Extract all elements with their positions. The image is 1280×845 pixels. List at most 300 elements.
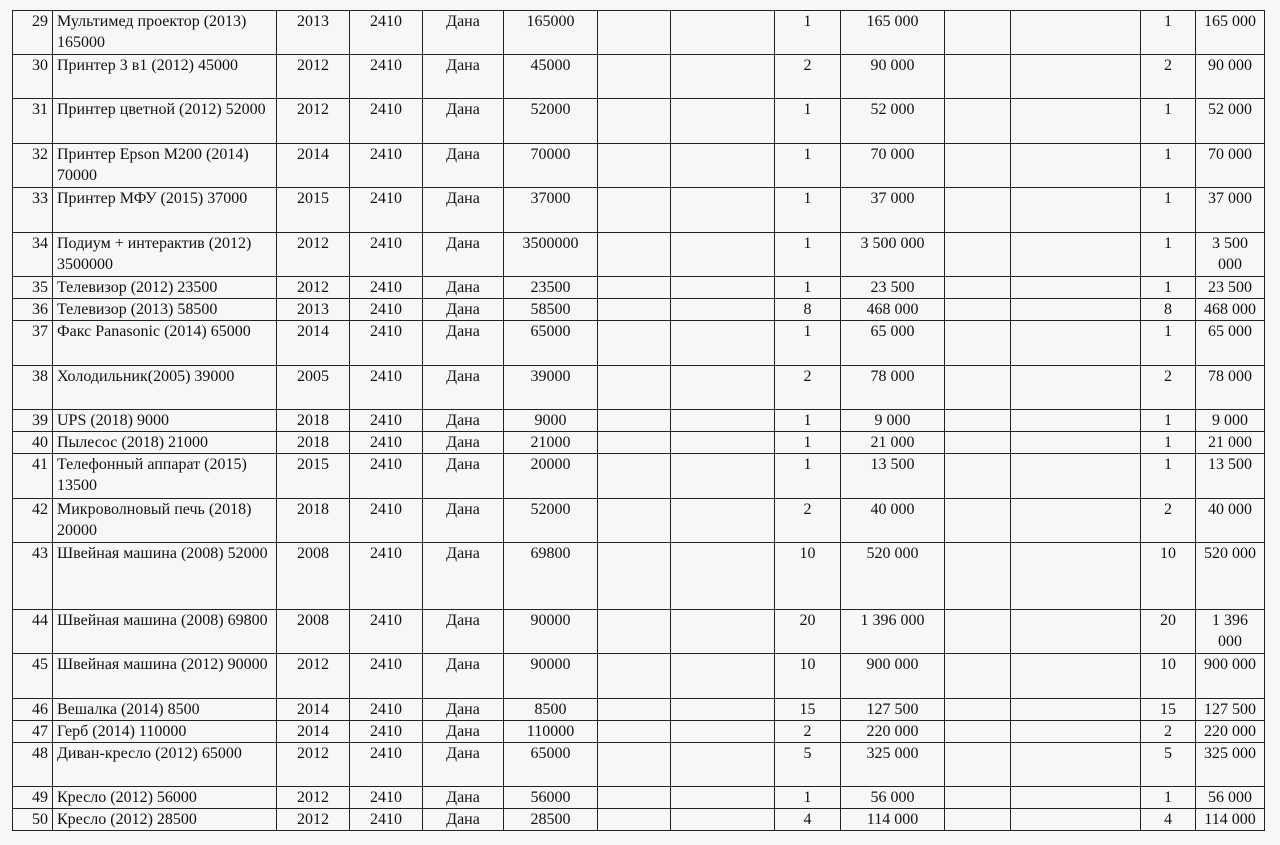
actual-amount-cell: 52 000	[1196, 99, 1265, 144]
row-number: 49	[13, 787, 53, 809]
actual-amount-cell: 78 000	[1196, 366, 1265, 410]
quantity-cell: 1	[775, 233, 841, 277]
unit-price-cell: 110000	[504, 721, 598, 743]
status-cell: Дана	[423, 11, 504, 55]
amount-cell: 165 000	[841, 11, 945, 55]
table-row	[13, 277, 1265, 299]
table-row	[13, 543, 1265, 610]
empty-cell	[1011, 11, 1141, 55]
table-row	[13, 432, 1265, 454]
unit-price-cell: 70000	[504, 144, 598, 188]
year-cell: 2012	[277, 55, 350, 99]
empty-cell	[671, 233, 775, 277]
amount-cell: 127 500	[841, 699, 945, 721]
unit-price-cell: 165000	[504, 11, 598, 55]
row-number: 29	[13, 11, 53, 55]
account-code-cell: 2410	[350, 321, 423, 366]
row-number: 47	[13, 721, 53, 743]
empty-cell	[671, 787, 775, 809]
account-code-cell: 2410	[350, 299, 423, 321]
year-cell: 2012	[277, 233, 350, 277]
table-body	[13, 11, 1265, 831]
actual-quantity-cell: 2	[1141, 721, 1196, 743]
table-row	[13, 11, 1265, 55]
quantity-cell: 2	[775, 55, 841, 99]
unit-price-cell: 65000	[504, 743, 598, 787]
amount-cell: 220 000	[841, 721, 945, 743]
account-code-cell: 2410	[350, 188, 423, 233]
empty-cell	[1011, 299, 1141, 321]
empty-cell	[945, 299, 1011, 321]
empty-cell	[945, 233, 1011, 277]
status-cell: Дана	[423, 743, 504, 787]
empty-cell	[671, 721, 775, 743]
actual-amount-cell: 220 000	[1196, 721, 1265, 743]
account-code-cell: 2410	[350, 499, 423, 543]
item-name: Факс Panasonic (2014) 65000	[53, 321, 277, 366]
quantity-cell: 1	[775, 144, 841, 188]
empty-cell	[945, 654, 1011, 699]
actual-amount-cell: 325 000	[1196, 743, 1265, 787]
amount-cell: 40 000	[841, 499, 945, 543]
quantity-cell: 10	[775, 654, 841, 699]
actual-amount-cell: 9 000	[1196, 410, 1265, 432]
empty-cell	[1011, 188, 1141, 233]
table-row	[13, 721, 1265, 743]
table-row	[13, 144, 1265, 188]
year-cell: 2012	[277, 809, 350, 831]
empty-cell	[945, 144, 1011, 188]
quantity-cell: 8	[775, 299, 841, 321]
account-code-cell: 2410	[350, 654, 423, 699]
actual-quantity-cell: 2	[1141, 55, 1196, 99]
item-name: Принтер МФУ (2015) 37000	[53, 188, 277, 233]
table-row	[13, 99, 1265, 144]
item-name: Диван-кресло (2012) 65000	[53, 743, 277, 787]
actual-quantity-cell: 1	[1141, 432, 1196, 454]
year-cell: 2018	[277, 499, 350, 543]
status-cell: Дана	[423, 654, 504, 699]
actual-amount-cell: 37 000	[1196, 188, 1265, 233]
amount-cell: 52 000	[841, 99, 945, 144]
table-row	[13, 499, 1265, 543]
quantity-cell: 1	[775, 188, 841, 233]
row-number: 34	[13, 233, 53, 277]
actual-amount-cell: 56 000	[1196, 787, 1265, 809]
row-number: 33	[13, 188, 53, 233]
empty-cell	[598, 188, 671, 233]
row-number: 40	[13, 432, 53, 454]
empty-cell	[671, 743, 775, 787]
row-number: 38	[13, 366, 53, 410]
empty-cell	[598, 55, 671, 99]
unit-price-cell: 65000	[504, 321, 598, 366]
amount-cell: 3 500 000	[841, 233, 945, 277]
amount-cell: 65 000	[841, 321, 945, 366]
unit-price-cell: 90000	[504, 610, 598, 654]
year-cell: 2015	[277, 454, 350, 499]
amount-cell: 56 000	[841, 787, 945, 809]
empty-cell	[598, 743, 671, 787]
item-name: Швейная машина (2012) 90000	[53, 654, 277, 699]
amount-cell: 21 000	[841, 432, 945, 454]
table-row	[13, 410, 1265, 432]
table-row	[13, 699, 1265, 721]
empty-cell	[1011, 144, 1141, 188]
unit-price-cell: 28500	[504, 809, 598, 831]
actual-quantity-cell: 8	[1141, 299, 1196, 321]
empty-cell	[671, 654, 775, 699]
actual-quantity-cell: 5	[1141, 743, 1196, 787]
empty-cell	[598, 11, 671, 55]
actual-quantity-cell: 1	[1141, 144, 1196, 188]
empty-cell	[598, 543, 671, 610]
row-number: 45	[13, 654, 53, 699]
empty-cell	[671, 99, 775, 144]
table-row	[13, 610, 1265, 654]
empty-cell	[1011, 55, 1141, 99]
actual-quantity-cell: 1	[1141, 188, 1196, 233]
inventory-table	[12, 10, 1265, 831]
account-code-cell: 2410	[350, 721, 423, 743]
item-name: Мультимед проектор (2013) 165000	[53, 11, 277, 55]
empty-cell	[1011, 809, 1141, 831]
amount-cell: 23 500	[841, 277, 945, 299]
item-name: Холодильник(2005) 39000	[53, 366, 277, 410]
row-number: 50	[13, 809, 53, 831]
empty-cell	[671, 144, 775, 188]
empty-cell	[1011, 543, 1141, 610]
unit-price-cell: 52000	[504, 499, 598, 543]
actual-quantity-cell: 1	[1141, 11, 1196, 55]
actual-quantity-cell: 10	[1141, 654, 1196, 699]
amount-cell: 37 000	[841, 188, 945, 233]
actual-quantity-cell: 20	[1141, 610, 1196, 654]
empty-cell	[945, 699, 1011, 721]
empty-cell	[598, 499, 671, 543]
status-cell: Дана	[423, 277, 504, 299]
empty-cell	[598, 321, 671, 366]
empty-cell	[598, 654, 671, 699]
amount-cell: 325 000	[841, 743, 945, 787]
empty-cell	[598, 809, 671, 831]
empty-cell	[1011, 99, 1141, 144]
quantity-cell: 1	[775, 454, 841, 499]
account-code-cell: 2410	[350, 787, 423, 809]
status-cell: Дана	[423, 543, 504, 610]
empty-cell	[1011, 321, 1141, 366]
status-cell: Дана	[423, 233, 504, 277]
empty-cell	[945, 410, 1011, 432]
empty-cell	[1011, 721, 1141, 743]
table-row	[13, 188, 1265, 233]
actual-amount-cell: 13 500	[1196, 454, 1265, 499]
actual-quantity-cell: 1	[1141, 321, 1196, 366]
empty-cell	[598, 144, 671, 188]
row-number: 35	[13, 277, 53, 299]
empty-cell	[598, 432, 671, 454]
empty-cell	[671, 188, 775, 233]
item-name: Швейная машина (2008) 69800	[53, 610, 277, 654]
quantity-cell: 10	[775, 543, 841, 610]
actual-quantity-cell: 1	[1141, 454, 1196, 499]
table-row	[13, 787, 1265, 809]
empty-cell	[1011, 787, 1141, 809]
year-cell: 2013	[277, 299, 350, 321]
actual-quantity-cell: 15	[1141, 699, 1196, 721]
year-cell: 2018	[277, 432, 350, 454]
item-name: Пылесос (2018) 21000	[53, 432, 277, 454]
account-code-cell: 2410	[350, 432, 423, 454]
item-name: Швейная машина (2008) 52000	[53, 543, 277, 610]
actual-quantity-cell: 1	[1141, 277, 1196, 299]
year-cell: 2012	[277, 99, 350, 144]
item-name: Герб (2014) 110000	[53, 721, 277, 743]
empty-cell	[945, 809, 1011, 831]
row-number: 31	[13, 99, 53, 144]
actual-amount-cell: 40 000	[1196, 499, 1265, 543]
amount-cell: 114 000	[841, 809, 945, 831]
year-cell: 2008	[277, 610, 350, 654]
empty-cell	[1011, 610, 1141, 654]
unit-price-cell: 23500	[504, 277, 598, 299]
quantity-cell: 20	[775, 610, 841, 654]
year-cell: 2012	[277, 743, 350, 787]
year-cell: 2018	[277, 410, 350, 432]
actual-amount-cell: 70 000	[1196, 144, 1265, 188]
empty-cell	[1011, 743, 1141, 787]
empty-cell	[671, 277, 775, 299]
actual-amount-cell: 65 000	[1196, 321, 1265, 366]
unit-price-cell: 9000	[504, 410, 598, 432]
empty-cell	[1011, 499, 1141, 543]
actual-quantity-cell: 2	[1141, 366, 1196, 410]
empty-cell	[945, 743, 1011, 787]
unit-price-cell: 58500	[504, 299, 598, 321]
quantity-cell: 1	[775, 277, 841, 299]
account-code-cell: 2410	[350, 233, 423, 277]
unit-price-cell: 90000	[504, 654, 598, 699]
empty-cell	[671, 809, 775, 831]
quantity-cell: 2	[775, 499, 841, 543]
empty-cell	[671, 410, 775, 432]
empty-cell	[598, 299, 671, 321]
status-cell: Дана	[423, 410, 504, 432]
row-number: 39	[13, 410, 53, 432]
empty-cell	[945, 610, 1011, 654]
unit-price-cell: 52000	[504, 99, 598, 144]
table-row	[13, 809, 1265, 831]
empty-cell	[671, 11, 775, 55]
amount-cell: 900 000	[841, 654, 945, 699]
year-cell: 2012	[277, 654, 350, 699]
actual-amount-cell: 1 396 000	[1196, 610, 1265, 654]
actual-amount-cell: 127 500	[1196, 699, 1265, 721]
quantity-cell: 1	[775, 11, 841, 55]
table-row	[13, 299, 1265, 321]
empty-cell	[598, 454, 671, 499]
account-code-cell: 2410	[350, 743, 423, 787]
item-name: Микроволновый печь (2018) 20000	[53, 499, 277, 543]
amount-cell: 78 000	[841, 366, 945, 410]
quantity-cell: 15	[775, 699, 841, 721]
status-cell: Дана	[423, 144, 504, 188]
actual-amount-cell: 90 000	[1196, 55, 1265, 99]
actual-quantity-cell: 4	[1141, 809, 1196, 831]
unit-price-cell: 39000	[504, 366, 598, 410]
row-number: 30	[13, 55, 53, 99]
status-cell: Дана	[423, 454, 504, 499]
amount-cell: 70 000	[841, 144, 945, 188]
item-name: Телевизор (2013) 58500	[53, 299, 277, 321]
status-cell: Дана	[423, 721, 504, 743]
amount-cell: 520 000	[841, 543, 945, 610]
empty-cell	[945, 55, 1011, 99]
year-cell: 2012	[277, 787, 350, 809]
year-cell: 2014	[277, 144, 350, 188]
quantity-cell: 2	[775, 721, 841, 743]
empty-cell	[598, 99, 671, 144]
empty-cell	[1011, 699, 1141, 721]
empty-cell	[598, 233, 671, 277]
actual-amount-cell: 900 000	[1196, 654, 1265, 699]
empty-cell	[945, 188, 1011, 233]
account-code-cell: 2410	[350, 610, 423, 654]
empty-cell	[1011, 366, 1141, 410]
actual-amount-cell: 3 500 000	[1196, 233, 1265, 277]
quantity-cell: 2	[775, 366, 841, 410]
empty-cell	[1011, 454, 1141, 499]
status-cell: Дана	[423, 99, 504, 144]
account-code-cell: 2410	[350, 699, 423, 721]
account-code-cell: 2410	[350, 55, 423, 99]
quantity-cell: 1	[775, 321, 841, 366]
row-number: 48	[13, 743, 53, 787]
empty-cell	[671, 321, 775, 366]
quantity-cell: 4	[775, 809, 841, 831]
empty-cell	[671, 366, 775, 410]
account-code-cell: 2410	[350, 99, 423, 144]
row-number: 41	[13, 454, 53, 499]
table-row	[13, 55, 1265, 99]
account-code-cell: 2410	[350, 11, 423, 55]
empty-cell	[1011, 410, 1141, 432]
empty-cell	[945, 543, 1011, 610]
empty-cell	[945, 454, 1011, 499]
empty-cell	[598, 366, 671, 410]
year-cell: 2015	[277, 188, 350, 233]
empty-cell	[945, 99, 1011, 144]
actual-quantity-cell: 1	[1141, 233, 1196, 277]
status-cell: Дана	[423, 299, 504, 321]
empty-cell	[598, 699, 671, 721]
unit-price-cell: 3500000	[504, 233, 598, 277]
actual-quantity-cell: 1	[1141, 787, 1196, 809]
unit-price-cell: 21000	[504, 432, 598, 454]
quantity-cell: 1	[775, 432, 841, 454]
actual-quantity-cell: 1	[1141, 99, 1196, 144]
item-name: Кресло (2012) 28500	[53, 809, 277, 831]
item-name: Вешалка (2014) 8500	[53, 699, 277, 721]
actual-quantity-cell: 2	[1141, 499, 1196, 543]
table-row	[13, 233, 1265, 277]
row-number: 44	[13, 610, 53, 654]
status-cell: Дана	[423, 321, 504, 366]
item-name: Принтер цветной (2012) 52000	[53, 99, 277, 144]
year-cell: 2014	[277, 321, 350, 366]
amount-cell: 468 000	[841, 299, 945, 321]
quantity-cell: 5	[775, 743, 841, 787]
empty-cell	[945, 277, 1011, 299]
year-cell: 2014	[277, 699, 350, 721]
item-name: Телевизор (2012) 23500	[53, 277, 277, 299]
unit-price-cell: 8500	[504, 699, 598, 721]
account-code-cell: 2410	[350, 454, 423, 499]
quantity-cell: 1	[775, 787, 841, 809]
year-cell: 2005	[277, 366, 350, 410]
empty-cell	[1011, 277, 1141, 299]
empty-cell	[945, 787, 1011, 809]
quantity-cell: 1	[775, 99, 841, 144]
empty-cell	[598, 410, 671, 432]
status-cell: Дана	[423, 809, 504, 831]
actual-quantity-cell: 1	[1141, 410, 1196, 432]
empty-cell	[671, 299, 775, 321]
account-code-cell: 2410	[350, 277, 423, 299]
empty-cell	[598, 610, 671, 654]
amount-cell: 1 396 000	[841, 610, 945, 654]
amount-cell: 9 000	[841, 410, 945, 432]
actual-amount-cell: 21 000	[1196, 432, 1265, 454]
table-row	[13, 743, 1265, 787]
actual-amount-cell: 520 000	[1196, 543, 1265, 610]
account-code-cell: 2410	[350, 144, 423, 188]
year-cell: 2008	[277, 543, 350, 610]
empty-cell	[671, 543, 775, 610]
actual-amount-cell: 23 500	[1196, 277, 1265, 299]
empty-cell	[945, 321, 1011, 366]
unit-price-cell: 37000	[504, 188, 598, 233]
actual-amount-cell: 468 000	[1196, 299, 1265, 321]
table-row	[13, 654, 1265, 699]
empty-cell	[671, 432, 775, 454]
actual-quantity-cell: 10	[1141, 543, 1196, 610]
status-cell: Дана	[423, 432, 504, 454]
empty-cell	[1011, 233, 1141, 277]
actual-amount-cell: 114 000	[1196, 809, 1265, 831]
account-code-cell: 2410	[350, 366, 423, 410]
empty-cell	[1011, 432, 1141, 454]
empty-cell	[945, 432, 1011, 454]
unit-price-cell: 56000	[504, 787, 598, 809]
quantity-cell: 1	[775, 410, 841, 432]
table-row	[13, 454, 1265, 499]
status-cell: Дана	[423, 188, 504, 233]
amount-cell: 90 000	[841, 55, 945, 99]
row-number: 37	[13, 321, 53, 366]
empty-cell	[671, 699, 775, 721]
account-code-cell: 2410	[350, 543, 423, 610]
unit-price-cell: 69800	[504, 543, 598, 610]
unit-price-cell: 20000	[504, 454, 598, 499]
item-name: Принтер Epson M200 (2014) 70000	[53, 144, 277, 188]
empty-cell	[945, 499, 1011, 543]
item-name: Кресло (2012) 56000	[53, 787, 277, 809]
empty-cell	[945, 11, 1011, 55]
empty-cell	[671, 499, 775, 543]
empty-cell	[671, 55, 775, 99]
year-cell: 2014	[277, 721, 350, 743]
